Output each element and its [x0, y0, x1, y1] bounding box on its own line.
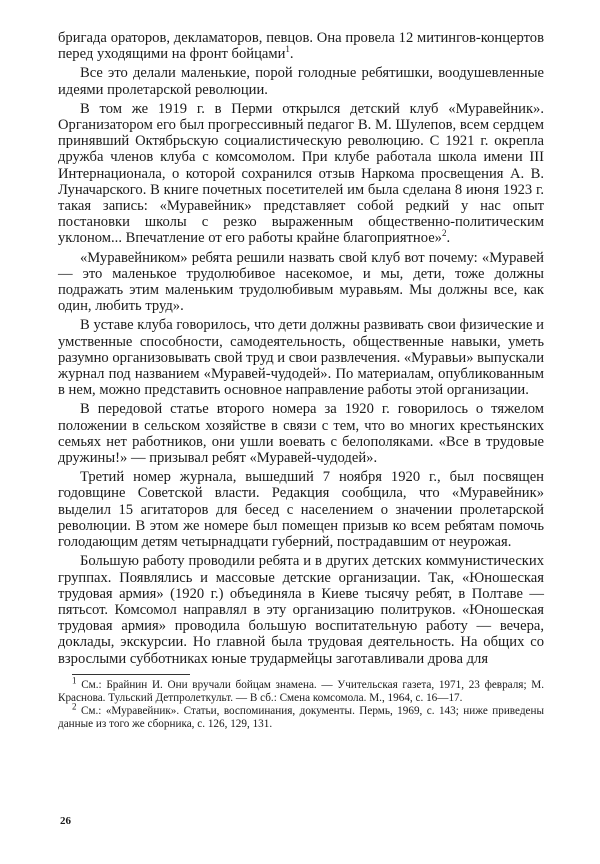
paragraph-1: бригада ораторов, декламаторов, певцов. Она провела 12 митингов-концертов перед уходящими на фронт бойцами$^1$.	[58, 30, 544, 63]
footnote-2-mark: 2	[72, 700, 77, 711]
footnote-divider	[72, 674, 190, 675]
footnote-ref-2[interactable]: 2	[441, 228, 447, 239]
paragraph-6: В передовой статье второго номера за 1920 г. говорилось о тяжелом положении в сельском хозяйстве в связи с тем, что во многих крестьянских семьях нет работников, они ушли воевать с белополяками. «Все в трудовые дружины!» — призывал ребят «Муравей-чудодей».	[58, 401, 544, 467]
footnote-1-text: См.: Брайнин И. Они вручали бойцам знамена. — Учительская газета, 1971, 23 февраля; М. Краснова. Тульский Детпролеткульт. — В сб.: Смена комсомола. М., 1964, с. 16—17.	[58, 678, 545, 704]
footnote-ref-1[interactable]: 1	[285, 44, 290, 55]
paragraph-5: В уставе клуба говорилось, что дети должны развивать свои физические и умственные способности, самодеятельность, общественные навыки, уметь разумно организовывать свой труд и свои развлечения. «Муравьи» выпускали журнал под названием «Муравей-чудодей». По материалам, опубликованным в нем, можно представить основное направление работы этой организации.	[58, 317, 544, 399]
page-number: 26	[60, 815, 71, 827]
footnote-2	[58, 700, 544, 731]
footnote-2-text: См.: «Муравейник». Статьи, воспоминания, документы. Пермь, 1969, с. 143; ниже приведены данные из того же сборника, с. 126, 129, 131.	[58, 704, 544, 730]
paragraph-3: В том же 1919 г. в Перми открылся детский клуб «Муравейник». Организатором его был прогрессивный педагог В. М. Шулепов, всем сердцем принявший Октябрьскую социалистическую революцию. С 1921 г. окрепла дружба членов клуба с комсомолом. При клубе работала школа имени III Интернационала, о которой сохранился отзыв Наркома просвещения А. В. Луначарского. В книге почетных посетителей им была сделана 8 июня 1923 г. такая запись: «Муравейник» представляет собой редкий у нас опыт постановки школы с резко выраженным общественно-политическим уклоном... Впечатление от его работы крайне благоприятное»$^2$.	[58, 100, 544, 247]
paragraph-4: «Муравейником» ребята решили назвать свой клуб вот почему: «Муравей — это маленькое трудолюбивое насекомое, и мы, дети, тоже должны подражать этим маленьким трудолюбивым муравьям. Мы должны все, как один, любить труд».	[58, 249, 544, 315]
footnote-1-mark: 1	[72, 674, 77, 685]
paragraph-8: Большую работу проводили ребята и в других детских коммунистических группах. Появлялись и массовые детские организации. Так, «Юношеская трудовая армия» (1920 г.) объединяла в Киеве тысячу ребят, в Полтаве — пятьсот. Комсомол направлял в эту организацию политруков. «Юношеская трудовая армия» проводила большую воспитательную работу — вечера, доклады, экскурсии. Но главной была трудовая деятельность. На общих со взрослыми субботниках юные трудармейцы заготавливали дрова для	[58, 553, 544, 667]
footnote-1	[58, 674, 545, 705]
paragraph-2: Все это делали маленькие, порой голодные ребятишки, воодушевленные идеями пролетарской революции.	[58, 65, 544, 98]
paragraph-7: Третий номер журнала, вышедший 7 ноября 1920 г., был посвящен годовщине Советской власти. Редакция сообщила, что «Муравейник» выделил 15 агитаторов для бесед с населением о значении пролетарской революции. В этом же номере был помещен призыв ко всем ребятам помочь голодающим детям четырнадцати губерний, пострадавшим от неурожая.	[58, 469, 544, 551]
page-body	[58, 30, 544, 731]
paragraph-1-text: бригада ораторов, декламаторов, певцов. Она провела 12 митингов-концертов перед уходящими на фронт бойцами	[58, 30, 544, 63]
paragraph-3-text: В том же 1919 г. в Перми открылся детский клуб «Муравейник». Организатором его был прогрессивный педагог В. М. Шулепов, всем сердцем принявший Октябрьскую социалистическую революцию. С 1921 г. окрепла дружба членов клуба с комсомолом. При клубе работала школа имени III Интернационала, о которой сохранился отзыв Наркома просвещения А. В. Луначарского. В книге почетных посетителей им была сделана 8 июня 1923 г. такая запись: «Муравейник» представляет собой редкий у нас опыт постановки школы с резко выраженным общественно-политическим уклоном... Впечатление от его работы крайне благоприятное»	[58, 100, 544, 247]
